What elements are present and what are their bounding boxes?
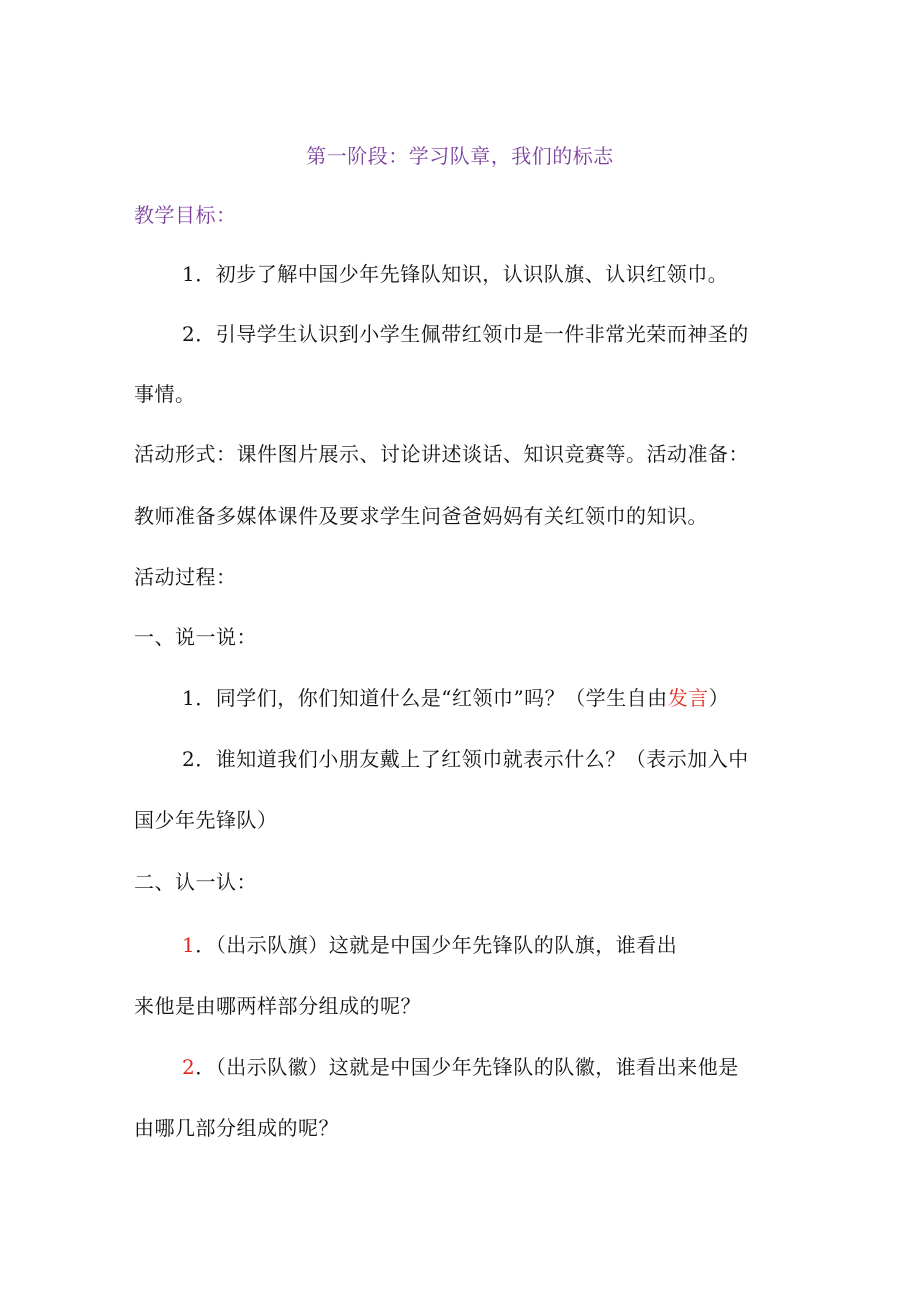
objective-1: 1．初步了解中国少年先锋队知识，认识队旗、认识红领巾。 (182, 262, 729, 286)
section-2-item-1-number: 1 (182, 933, 196, 957)
section-1-item-1-highlight: 发言 (667, 686, 709, 710)
section-2-item-2-number: 2 (182, 1055, 196, 1079)
section-1-item-1-end: ） (708, 686, 730, 710)
activity-form-line-2: 教师准备多媒体课件及要求学生问爸爸妈妈有关红领巾的知识。 (134, 504, 708, 528)
section-2-item-2-line-2: 由哪几部分组成的呢？ (134, 1116, 339, 1140)
section-2-item-1-text: ．（出示队旗）这就是中国少年先锋队的队旗，谁看出 (195, 933, 678, 957)
activity-form-line-1: 活动形式：课件图片展示、讨论讲述谈话、知识竞赛等。活动准备： (134, 442, 749, 466)
objectives-heading: 教学目标： (134, 203, 237, 227)
section-1-item-1 (182, 684, 729, 712)
section-2-heading: 二、认一认： (134, 870, 257, 894)
section-2-item-2-line-1 (182, 1053, 739, 1081)
section-1-heading: 一、说一说： (134, 625, 257, 649)
section-1-item-2-line-1: 2．谁知道我们小朋友戴上了红领巾就表示什么？（表示加入中 (182, 747, 749, 771)
section-1-item-2-line-2: 国少年先锋队） (134, 808, 278, 832)
section-2-item-1-line-2: 来他是由哪两样部分组成的呢？ (134, 994, 421, 1018)
section-2-item-2-text: ．（出示队徽）这就是中国少年先锋队的队徽，谁看出来他是 (195, 1055, 739, 1079)
process-heading: 活动过程： (134, 565, 237, 589)
objective-2-line-2: 事情。 (134, 382, 196, 406)
section-2-item-1-line-1 (182, 931, 677, 959)
page-title: 第一阶段：学习队章，我们的标志 (306, 144, 614, 168)
objective-2-line-1: 2．引导学生认识到小学生佩带红领巾是一件非常光荣而神圣的 (182, 322, 749, 346)
section-1-item-1-text: 1．同学们，你们知道什么是“红领巾”吗？（学生自由 (182, 686, 668, 710)
